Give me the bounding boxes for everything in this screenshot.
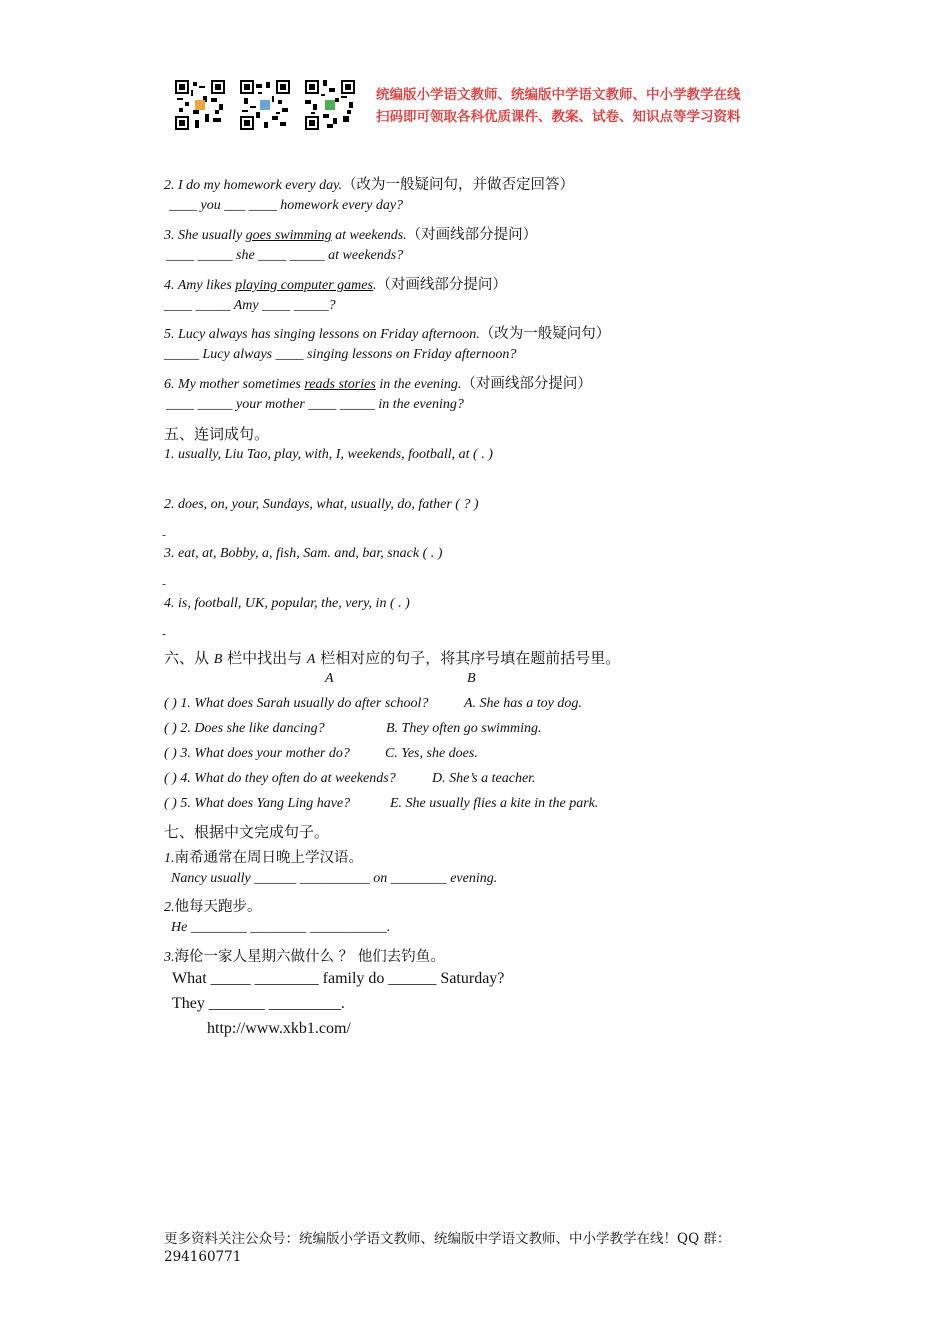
s6-row-5-a: ( ) 5. What does Yang Ling have?: [164, 796, 351, 811]
s5-item-1: 1. usually, Liu Tao, play, with, I, weekends, football, at ( . ): [164, 447, 493, 462]
s7-q3: 3.海伦一家人星期六做什么 ？ 他们去钓鱼。: [164, 949, 445, 965]
s6-row-3-a: ( ) 3. What does your mother do?: [164, 746, 350, 761]
website-url: http://www.xkb1.com/: [207, 1020, 351, 1037]
column-b-label: B: [467, 671, 476, 686]
qr-code-1: [175, 80, 225, 130]
s6-row-2-b: B. They often go swimming.: [386, 721, 542, 736]
section-6-title: 六、从 B 栏中找出与 A 栏相对应的句子，将其序号填在题前括号里。: [164, 649, 621, 667]
footer-line-1: 更多资料关注公众号：统编版小学语文教师、统编版中学语文教师、中小学教学在线！QQ 群：: [164, 1231, 731, 1247]
qr-code-3: [305, 80, 355, 130]
banner-line-2: 扫码即可领取各科优质课件、教案、试卷、知识点等学习资料: [376, 109, 741, 125]
s4-q6-answer: ____ _____ your mother ____ _____ in the evening?: [166, 397, 464, 412]
s7-q1-answer: Nancy usually ______ __________ on ________ evening.: [171, 871, 498, 886]
s6-row-2-a: ( ) 2. Does she like dancing?: [164, 721, 325, 736]
s7-q1: 1.南希通常在周日晚上学汉语。: [164, 850, 363, 866]
blank-line-marker: -: [162, 577, 167, 591]
s6-row-4-a: ( ) 4. What do they often do at weekends?: [164, 771, 396, 786]
section-7-title: 七、根据中文完成句子。: [164, 823, 330, 841]
s7-q2: 2.他每天跑步。: [164, 899, 262, 915]
s4-q5-answer: _____ Lucy always ____ singing lessons on Friday afternoon?: [164, 347, 517, 362]
s6-row-4-b: D. She’s a teacher.: [432, 771, 536, 786]
s6-row-5-b: E. She usually flies a kite in the park.: [390, 796, 599, 811]
blank-line-marker: -: [162, 528, 167, 542]
qr-code-2: [240, 80, 290, 130]
s6-row-1-a: ( ) 1. What does Sarah usually do after school?: [164, 696, 429, 711]
header-banner: [376, 84, 741, 128]
column-a-label: A: [325, 671, 334, 686]
s4-q4-answer: ____ _____ Amy ____ _____?: [164, 298, 336, 313]
footer: [164, 1230, 730, 1266]
s6-row-3-b: C. Yes, she does.: [385, 746, 478, 761]
s7-q3-answer-2: They _______ _________.: [172, 995, 345, 1012]
footer-qq-number: 294160771: [164, 1249, 242, 1265]
s4-q2: 2. I do my homework every day.（改为一般疑问句，并做否定回答）: [164, 177, 575, 193]
blank-line-marker: -: [162, 627, 167, 641]
s5-item-3: 3. eat, at, Bobby, a, fish, Sam. and, bar, snack ( . ): [164, 546, 443, 561]
s4-q4: 4. Amy likes playing computer games.（对画线部分提问）: [164, 277, 507, 293]
section-5-title: 五、连词成句。: [164, 425, 270, 443]
s5-item-4: 4. is, football, UK, popular, the, very, in ( . ): [164, 596, 410, 611]
s4-q6: 6. My mother sometimes reads stories in the evening.（对画线部分提问）: [164, 376, 592, 392]
s4-q5: 5. Lucy always has singing lessons on Friday afternoon.（改为一般疑问句）: [164, 326, 611, 342]
s7-q2-answer: He ________ ________ ___________.: [171, 920, 391, 935]
s6-row-1-b: A. She has a toy dog.: [464, 696, 582, 711]
banner-line-1: 统编版小学语文教师、统编版中学语文教师、中小学教学在线: [376, 87, 741, 103]
s5-item-2: 2. does, on, your, Sundays, what, usually, do, father ( ? ): [164, 497, 479, 512]
s7-q3-answer-1: What _____ ________ family do ______ Saturday?: [172, 970, 505, 987]
s4-q3-answer: ____ _____ she ____ _____ at weekends?: [166, 248, 404, 263]
s4-q3: 3. She usually goes swimming at weekends.（对画线部分提问）: [164, 227, 538, 243]
s4-q2-answer: ____ you ___ ____ homework every day?: [169, 198, 404, 213]
